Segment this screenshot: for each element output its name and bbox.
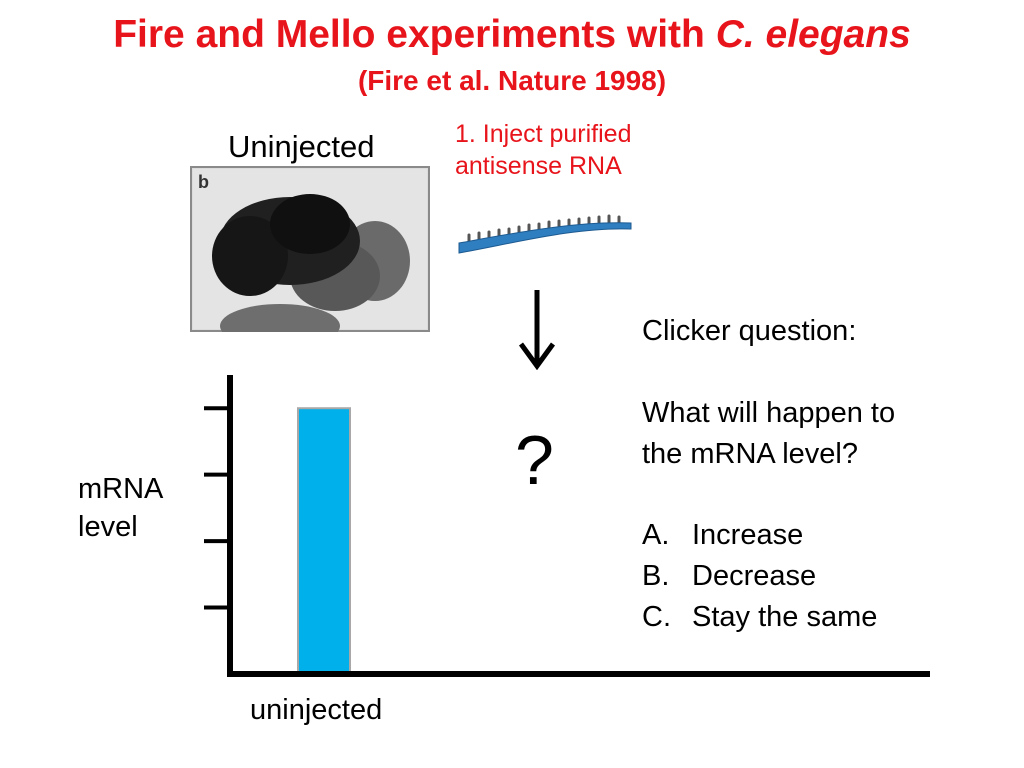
panel-letter: b [198,172,209,192]
slide-title-main: Fire and Mello experiments with [113,13,716,56]
x-tick-label-uninjected: uninjected [250,694,383,726]
inject-step-line2: antisense RNA [455,152,622,180]
slide-title [0,12,1024,58]
option-letter: B. [642,560,670,592]
bar-uninjected [298,408,350,674]
inject-step-line1: 1. Inject purified [455,120,632,148]
option-letter: C. [642,601,671,633]
option-text: Increase [692,519,804,551]
clicker-heading: Clicker question: [642,315,857,347]
antisense-rna-strand-icon [455,213,635,258]
y-axis-ticks [204,408,230,607]
inject-step-note [455,118,632,182]
y-axis-label [78,470,163,546]
question-line2: the mRNA level? [642,438,858,470]
question-mark: ? [515,421,554,499]
slide-subtitle: (Fire et al. Nature 1998) [357,65,667,96]
option-text: Stay the same [692,601,878,633]
y-axis-label-line1: mRNA [78,473,164,505]
down-arrow-icon [515,288,559,370]
bars [298,408,350,674]
uninjected-image-label: Uninjected [228,129,375,164]
option-letter: A. [642,519,670,551]
option-text: Decrease [692,560,817,592]
y-axis-label-line2: level [78,511,138,543]
slide-title-italic: C. elegans [715,13,911,56]
mrna-bar-chart [180,370,940,690]
question-line1: What will happen to [642,397,896,429]
worm-embryo-micrograph [190,166,430,332]
